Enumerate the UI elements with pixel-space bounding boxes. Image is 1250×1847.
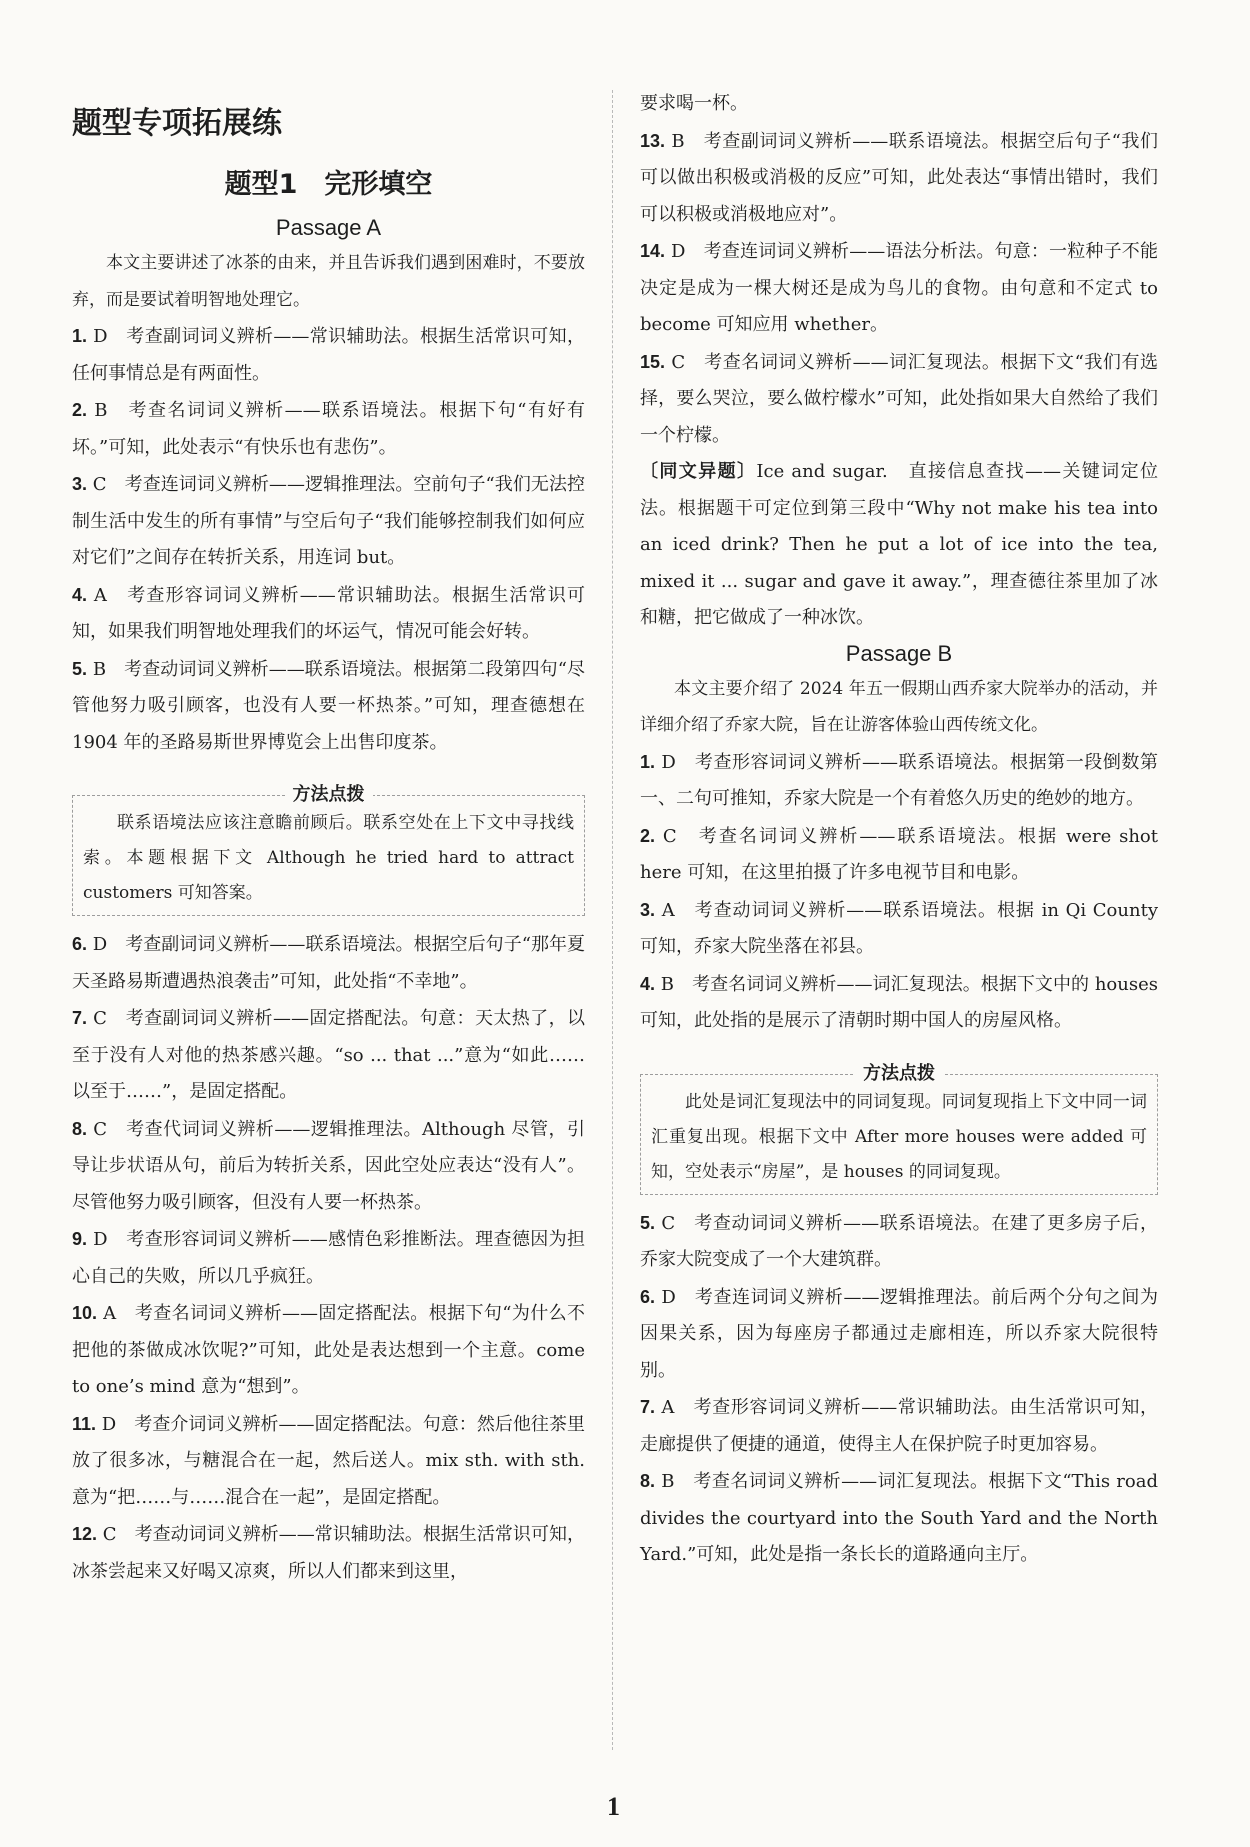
method-tip-text: 联系语境法应该注意瞻前顾后。联系空处在上下文中寻找线索。本题根据下文 Although he tried hard to attract customers 可知答案。: [83, 813, 574, 903]
item-text: A 考查名词词义辨析——固定搭配法。根据下句“为什么不把他的茶做成冰饮呢?”可知，此处是表达想到一个主意。come to one’s mind 意为“想到”。: [72, 1303, 585, 1397]
item-number: 8.: [640, 1471, 656, 1491]
item-number: 7.: [640, 1397, 656, 1417]
item-number: 7.: [72, 1008, 88, 1028]
answer-item: [72, 1406, 585, 1517]
item-number: 1.: [72, 326, 88, 346]
item-number: 8.: [72, 1118, 88, 1139]
answer-item: [640, 1463, 1158, 1574]
page-number: 1: [607, 1792, 620, 1821]
left-column: [72, 88, 585, 1590]
item-number: 4.: [72, 584, 88, 605]
type-title: 题型1 完形填空: [224, 169, 433, 200]
item-text: D 考查介词词义辨析——固定搭配法。句意：然后他往茶里放了很多冰，与糖混合在一起，然后送人。mix sth. with sth. 意为“把……与……混合在一起”，是固定搭配。: [72, 1413, 585, 1508]
method-tip-box: [72, 784, 585, 916]
answer-item: [640, 233, 1158, 344]
item-text: C 考查名词词义辨析——联系语境法。根据 were shot here 可知，在这里拍摄了许多电视节目和电影。: [640, 825, 1158, 883]
item-text: A 考查形容词词义辨析——常识辅助法。根据生活常识可知，如果我们明智地处理我们的坏运气，情况可能会好转。: [72, 584, 585, 642]
item-number: 10.: [72, 1303, 98, 1323]
item-text: C 考查动词词义辨析——常识辅助法。根据生活常识可知，冰茶尝起来又好喝又凉爽，所以人们都来到这里，: [72, 1524, 585, 1582]
answer-item: [72, 466, 585, 577]
answer-item: [72, 651, 585, 762]
item-text: D 考查形容词词义辨析——联系语境法。根据第一段倒数第一、二句可推知，乔家大院是一个有着悠久历史的绝妙的地方。: [640, 751, 1158, 809]
answer-item: [640, 344, 1158, 455]
right-column: [640, 86, 1158, 1574]
answer-item: [640, 1279, 1158, 1390]
passage-a-intro: 本文主要讲述了冰茶的由来，并且告诉我们遇到困难时，不要放弃，而是要试着明智地处理它。: [72, 253, 585, 310]
item-text: D 考查形容词词义辨析——感情色彩推断法。理查德因为担心自己的失败，所以几乎疯狂。: [72, 1229, 585, 1287]
passage-b-intro: 本文主要介绍了 2024 年五一假期山西乔家大院举办的活动，并详细介绍了乔家大院，旨在让游客体验山西传统文化。: [640, 678, 1158, 735]
item-text: B 考查动词词义辨析——联系语境法。根据第二段第四句“尽管他努力吸引顾客，也没有人要一杯热茶。”可知，理查德想在 1904 年的圣路易斯世界博览会上出售印度茶。: [72, 658, 585, 753]
item-text: C 考查连词词义辨析——逻辑推理法。空前句子“我们无法控制生活中发生的所有事情”与空后句子“我们能够控制我们如何应对它们”之间存在转折关系，用连词 but。: [72, 474, 585, 568]
item-number: 2.: [72, 400, 88, 420]
same-text-answer: Ice and sugar. 直接信息查找——关键词定位法。根据题干可定位到第三段中“Why not make his tea into an iced drink? Then he put a lot of ice into the tea, mixed it ... sugar and gave it away.”，理查德往茶里加了冰和糖，把它做成了一种冰饮。: [640, 461, 1158, 628]
section-title: 题型专项拓展练: [72, 106, 282, 141]
answer-item: [640, 966, 1158, 1040]
item-number: 5.: [72, 658, 88, 679]
answer-item: [640, 744, 1158, 818]
answer-item: [72, 1000, 585, 1111]
item-number: 3.: [72, 474, 88, 494]
item-number: 12.: [72, 1524, 98, 1544]
answer-item: [72, 1111, 585, 1222]
item-number: 9.: [72, 1229, 88, 1249]
item-text: B 考查名词词义辨析——联系语境法。根据下句“有好有坏。”可知，此处表示“有快乐也有悲伤”。: [72, 400, 585, 458]
method-tip-title: 方法点拨: [855, 1059, 943, 1085]
item-text: D 考查连词词义辨析——语法分析法。句意：一粒种子不能决定是成为一棵大树还是成为鸟儿的食物。由句意和不定式 to become 可知应用 whether。: [640, 241, 1158, 335]
answer-item: [640, 1389, 1158, 1463]
continuation-text: 要求喝一杯。: [640, 93, 748, 114]
item-number: 6.: [640, 1286, 656, 1307]
item-number: 5.: [640, 1212, 656, 1233]
item-number: 11.: [72, 1413, 97, 1434]
item-text: B 考查名词词义辨析——词汇复现法。根据下文“This road divides the courtyard into the South Yard and the North Yard.”可知，此处是指一条长长的道路通向主厅。: [640, 1471, 1158, 1565]
answer-item: [72, 1221, 585, 1295]
item-number: 15.: [640, 351, 666, 372]
item-text: D 考查连词词义辨析——逻辑推理法。前后两个分句之间为因果关系，因为每座房子都通过走廊相连，所以乔家大院很特别。: [640, 1286, 1158, 1381]
item-number: 14.: [640, 241, 666, 261]
answer-item: [72, 318, 585, 392]
answer-item: [640, 818, 1158, 892]
answer-item: [640, 1205, 1158, 1279]
answer-item: [72, 1516, 585, 1590]
item-text: C 考查名词词义辨析——词汇复现法。根据下文“我们有选择，要么哭泣，要么做柠檬水”可知，此处指如果大自然给了我们一个柠檬。: [640, 351, 1158, 446]
item-text: A 考查形容词词义辨析——常识辅助法。由生活常识可知，走廊提供了便捷的通道，使得主人在保护院子时更加容易。: [640, 1397, 1158, 1455]
answer-item: [72, 577, 585, 651]
answer-item: [72, 392, 585, 466]
item-text: B 考查副词词义辨析——联系语境法。根据空后句子“我们可以做出积极或消极的反应”可知，此处表达“事情出错时，我们可以积极或消极地应对”。: [640, 130, 1158, 225]
answer-item: [640, 123, 1158, 234]
item-text: D 考查副词词义辨析——联系语境法。根据空后句子“那年夏天圣路易斯遭遇热浪袭击”可知，此处指“不幸地”。: [72, 934, 585, 992]
method-tip-title: 方法点拨: [285, 780, 373, 806]
item-text: B 考查名词词义辨析——词汇复现法。根据下文中的 houses 可知，此处指的是展示了清朝时期中国人的房屋风格。: [640, 973, 1158, 1031]
answer-item: [72, 926, 585, 1000]
answer-item: [640, 892, 1158, 966]
item-text: A 考查动词词义辨析——联系语境法。根据 in Qi County 可知，乔家大院坐落在祁县。: [640, 899, 1158, 957]
item-text: C 考查动词词义辨析——联系语境法。在建了更多房子后，乔家大院变成了一个大建筑群。: [640, 1212, 1158, 1270]
item-number: 6.: [72, 934, 88, 954]
item-text: C 考查代词词义辨析——逻辑推理法。Although 尽管，引导让步状语从句，前后为转折关系，因此空处应表达“没有人”。尽管他努力吸引顾客，但没有人要一杯热茶。: [72, 1118, 585, 1213]
passage-a-title: Passage A: [275, 215, 382, 240]
method-tip-box: [640, 1062, 1158, 1195]
item-number: 1.: [640, 751, 656, 772]
method-tip-text: 此处是词汇复现法中的同词复现。同词复现指上下文中同一词汇重复出现。根据下文中 After more houses were added 可知，空处表示“房屋”，是 houses 的同词复现。: [651, 1091, 1147, 1182]
item-number: 3.: [640, 899, 656, 920]
same-text-question: [640, 454, 1158, 637]
item-number: 2.: [640, 825, 656, 846]
answer-item: [72, 1295, 585, 1406]
column-divider: [612, 90, 613, 1750]
item-number: 13.: [640, 130, 666, 151]
passage-b-title: Passage B: [845, 640, 953, 666]
item-text: C 考查副词词义辨析——固定搭配法。句意：天太热了，以至于没有人对他的热茶感兴趣。“so ... that ...”意为“如此……以至于……”，是固定搭配。: [72, 1008, 585, 1102]
item-text: D 考查副词词义辨析——常识辅助法。根据生活常识可知，任何事情总是有两面性。: [72, 326, 585, 384]
item-number: 4.: [640, 973, 656, 994]
same-text-tag: 〔同文异题〕: [640, 461, 757, 482]
